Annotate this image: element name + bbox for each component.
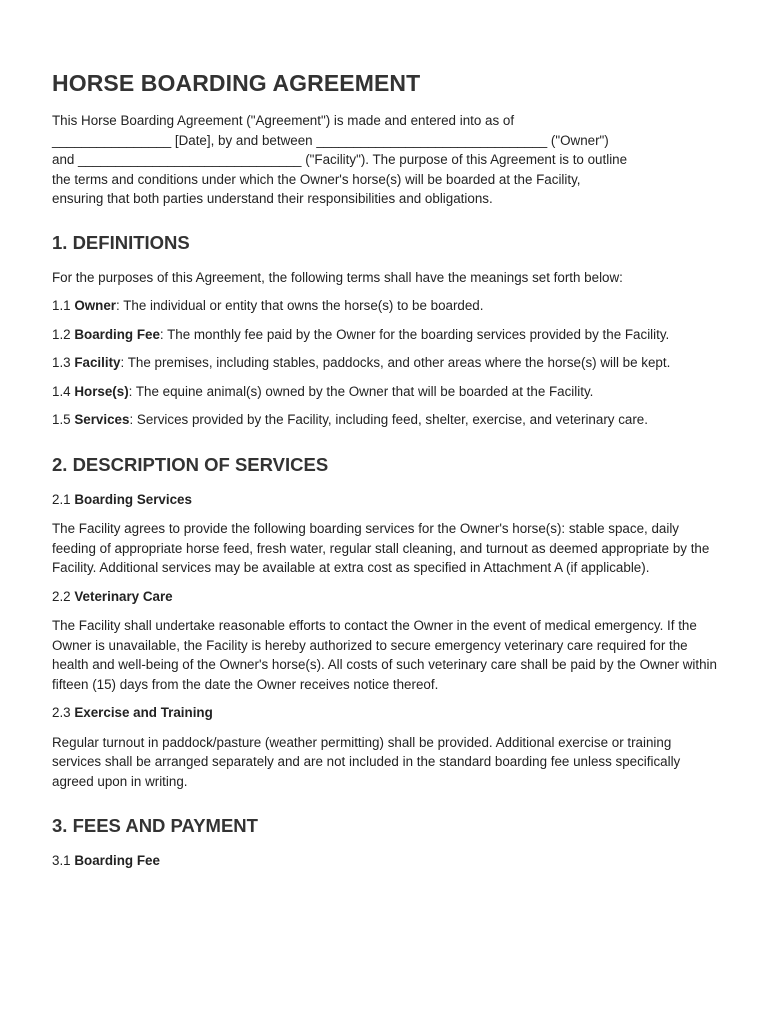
definition-item — [52, 410, 718, 430]
definition-term: Facility — [74, 355, 121, 370]
definition-number: 1.5 — [52, 412, 75, 427]
subsection-number: 3.1 — [52, 853, 75, 868]
section-heading-definitions: 1. DEFINITIONS — [52, 231, 190, 253]
intro-line-4: the terms and conditions under which the Owner's horse(s) will be boarded at the Facility, — [52, 171, 581, 187]
subsection-heading — [52, 587, 718, 607]
subsection-number: 2.2 — [52, 588, 75, 604]
intro-line-3: and ______________________________ ("Facility"). The purpose of this Agreement is to outline — [52, 152, 628, 167]
definition-item — [52, 296, 718, 316]
definition-text: : The equine animal(s) owned by the Owner that will be boarded at the Facility. — [128, 383, 594, 399]
intro-line-1: This Horse Boarding Agreement ("Agreement") is made and entered into as of — [52, 113, 515, 128]
definition-item — [52, 382, 718, 402]
intro-line-2: ________________ [Date], by and between _______________________________ ("Owner") — [52, 132, 609, 148]
subsection-body: The Facility shall undertake reasonable efforts to contact the Owner in the event of medical emergency. If the Owner is unavailable, the Facility is hereby authorized to secure emergency veterinary care required for the health and well-being of the Owner's horse(s). All costs of such veterinary care shall be paid by the Owner within fifteen (15) days from the date the Owner receives notice thereof. — [52, 618, 717, 692]
definition-term: Boarding Fee — [74, 326, 160, 342]
definition-text: : The individual or entity that owns the horse(s) to be boarded. — [116, 298, 484, 313]
definition-text: : The premises, including stables, paddocks, and other areas where the horse(s) will be kept. — [120, 355, 671, 370]
subsection-title: Boarding Fee — [74, 853, 160, 868]
definitions-lead: For the purposes of this Agreement, the following terms shall have the meanings set forth below: — [52, 269, 623, 285]
definition-text: : The monthly fee paid by the Owner for the boarding services provided by the Facility. — [159, 326, 670, 342]
subsection-title: Exercise and Training — [74, 705, 213, 720]
definition-number: 1.2 — [52, 326, 75, 342]
subsection-title: Veterinary Care — [74, 588, 173, 604]
section-heading-fees: 3. FEES AND PAYMENT — [52, 815, 258, 836]
subsection-title: Boarding Services — [74, 491, 192, 507]
section-heading-services: 2. DESCRIPTION OF SERVICES — [52, 453, 329, 475]
subsection-body: The Facility agrees to provide the following boarding services for the Owner's horse(s): stable space, daily feeding of appropriate horse feed, fresh water, regular stall cleaning, and turnout as deemed appropriate by the Facility. Additional services may be available at extra cost as specified in Attachment A (if applicable). — [52, 521, 710, 575]
definition-item — [52, 325, 718, 345]
definition-item — [52, 353, 718, 373]
definition-term: Horse(s) — [74, 383, 129, 399]
subsection-heading — [52, 703, 718, 723]
subsection-heading — [52, 851, 718, 871]
subsection-heading — [52, 490, 718, 510]
definition-term: Owner — [74, 298, 117, 313]
definition-number: 1.1 — [52, 298, 75, 313]
intro-line-5: ensuring that both parties understand their responsibilities and obligations. — [52, 191, 493, 206]
document-title: HORSE BOARDING AGREEMENT — [52, 70, 421, 96]
definition-number: 1.3 — [52, 355, 75, 370]
definition-number: 1.4 — [52, 383, 75, 399]
intro-paragraph — [52, 111, 718, 209]
subsection-number: 2.1 — [52, 491, 75, 507]
definition-term: Services — [74, 412, 130, 427]
definition-text: : Services provided by the Facility, including feed, shelter, exercise, and veterinary care. — [129, 412, 648, 427]
subsection-body: Regular turnout in paddock/pasture (weather permitting) shall be provided. Additional exercise or training services shall be arranged separately and are not included in the standard boarding fee unless specifically agreed upon in writing. — [52, 734, 681, 789]
subsection-number: 2.3 — [52, 705, 75, 720]
